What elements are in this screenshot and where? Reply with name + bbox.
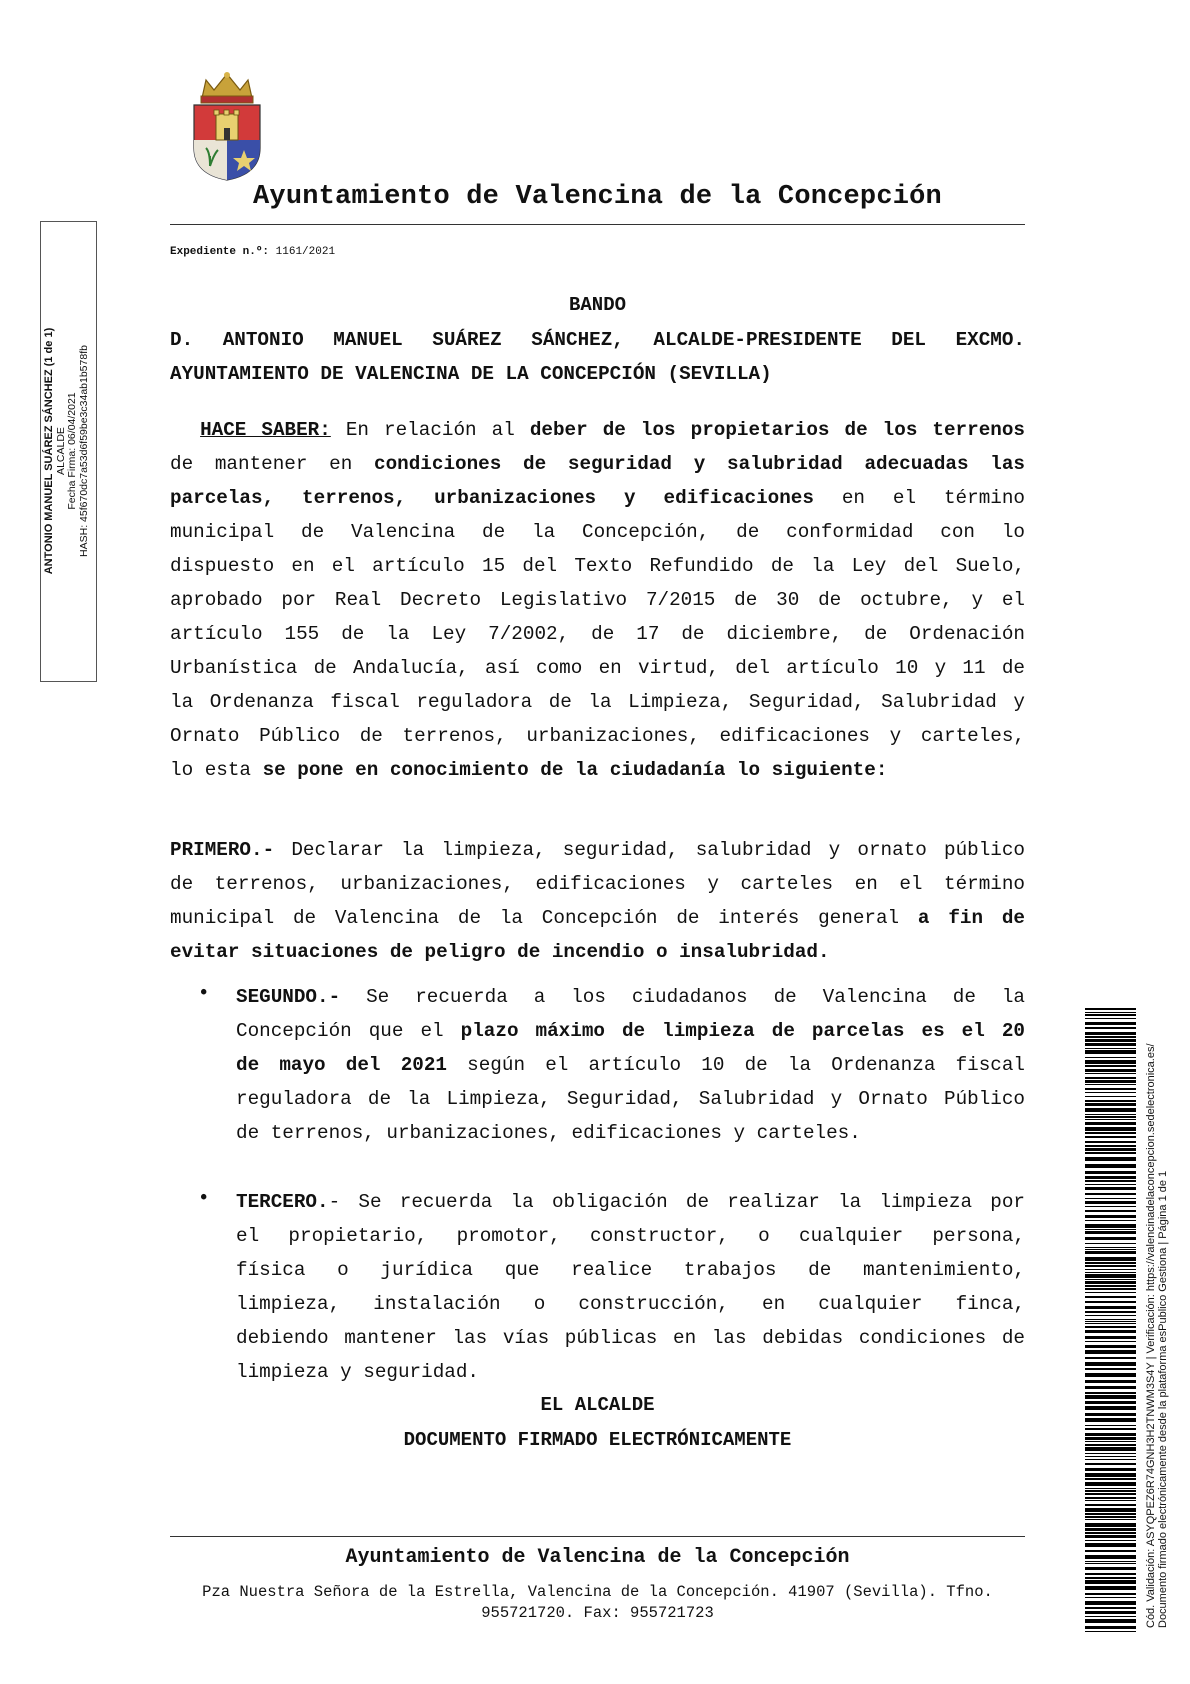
bando-title: BANDO — [568, 294, 626, 316]
footer-divider — [170, 1536, 1025, 1537]
tercero-label: TERCERO. — [236, 1191, 329, 1213]
coat-of-arms-icon — [172, 70, 282, 182]
paragraph-line: parcelas, terrenos, urbanizaciones y edificaciones en el término — [170, 487, 1025, 509]
hace-saber-label: HACE SABER: — [200, 419, 331, 441]
signer-role: ALCALDE — [54, 427, 67, 475]
verification-line-1: Cód. Validación: ASYQPEZ6R74GNH3H2TNWM3S4Y | Verificación: https://valencinadelaconcepcion.sedelectronica.es/ — [1145, 1043, 1157, 1628]
barcode-icon — [1085, 1008, 1136, 1632]
paragraph-line: PRIMERO.- Declarar la limpieza, seguridad, salubridad y ornato público — [170, 839, 1025, 861]
paragraph-line: municipal de Valencina de la Concepción, de conformidad con lo — [170, 521, 1025, 543]
hace-saber-paragraph — [170, 413, 1025, 787]
verification-text — [1145, 988, 1181, 1628]
signature-date: Fecha Firma: 06/04/2021 — [66, 392, 78, 510]
segundo-label: SEGUNDO.- — [236, 986, 341, 1008]
paragraph-line: limpieza y seguridad. — [236, 1361, 479, 1383]
paragraph-line: limpieza, instalación o construcción, en cualquier finca, — [236, 1293, 1025, 1315]
paragraph-line: la Ordenanza fiscal reguladora de la Limpieza, Seguridad, Salubridad y — [170, 691, 1025, 713]
footer-name: Ayuntamiento de Valencina de la Concepción — [345, 1546, 850, 1569]
paragraph-line: de terrenos, urbanizaciones, edificaciones y carteles en el término — [170, 873, 1025, 895]
author-block — [170, 323, 1025, 391]
expediente-label: Expediente n.º: — [170, 246, 270, 258]
paragraph-line: evitar situaciones de peligro de incendio o insalubridad. — [170, 941, 830, 963]
author-line-1: D. ANTONIO MANUEL SUÁREZ SÁNCHEZ, ALCALDE-PRESIDENTE DEL EXCMO. — [170, 329, 1025, 351]
verification-line-2: Documento firmado electrónicamente desde la plataforma esPublico Gestiona | Página 1 de 1 — [1157, 1170, 1169, 1628]
footer-address-line-1: Pza Nuestra Señora de la Estrella, Valencina de la Concepción. 41907 (Sevilla). Tfno. — [202, 1583, 993, 1601]
paragraph-line: de mantener en condiciones de seguridad y salubridad adecuadas las — [170, 453, 1026, 475]
primero-label: PRIMERO.- — [170, 839, 275, 861]
paragraph-line: de terrenos, urbanizaciones, edificaciones y carteles. — [236, 1122, 861, 1144]
signature-stamp-text — [44, 221, 94, 681]
paragraph-line: física o jurídica que realice trabajos de mantenimiento, — [236, 1259, 1025, 1281]
footer-address-line-2: 955721720. Fax: 955721723 — [481, 1604, 714, 1622]
author-line-2: AYUNTAMIENTO DE VALENCINA DE LA CONCEPCIÓN (SEVILLA) — [170, 363, 772, 385]
paragraph-line: de mayo del 2021 según el artículo 10 de la Ordenanza fiscal — [236, 1054, 1026, 1076]
footer-address — [170, 1582, 1025, 1624]
paragraph-line: Ornato Público de terrenos, urbanizaciones, edificaciones y carteles, — [170, 725, 1025, 747]
expediente-number — [170, 246, 335, 258]
paragraph-line: artículo 155 de la Ley 7/2002, de 17 de diciembre, de Ordenación — [170, 623, 1025, 645]
signature-hash: HASH: 45f670dc7a53d6f59be3c34ab1b578fb — [77, 345, 90, 557]
signature-title: EL ALCALDE — [540, 1394, 655, 1416]
primero-paragraph — [170, 833, 1025, 969]
signature-note: DOCUMENTO FIRMADO ELECTRÓNICAMENTE — [403, 1429, 792, 1451]
paragraph-line: aprobado por Real Decreto Legislativo 7/2015 de 30 de octubre, y el — [170, 589, 1025, 611]
paragraph-line: reguladora de la Limpieza, Seguridad, Salubridad y Ornato Público — [236, 1088, 1025, 1110]
expediente-value: 1161/2021 — [275, 246, 336, 258]
paragraph-line: Urbanística de Andalucía, así como en virtud, del artículo 10 y 11 de — [170, 657, 1025, 679]
tercero-item — [236, 1185, 1025, 1389]
paragraph-line: HACE SABER: En relación al deber de los propietarios de los terrenos — [200, 419, 1025, 441]
segundo-item — [236, 980, 1025, 1150]
bullet-icon: • — [198, 982, 210, 1004]
header-divider — [170, 224, 1025, 225]
paragraph-line: municipal de Valencina de la Concepción de interés general a fin de — [170, 907, 1025, 929]
paragraph-line: dispuesto en el artículo 15 del Texto Refundido de la Ley del Suelo, — [170, 555, 1025, 577]
bullet-icon: • — [198, 1187, 210, 1209]
signer-name: ANTONIO MANUEL SUÁREZ SÁNCHEZ (1 de 1) — [43, 327, 55, 575]
page-title: Ayuntamiento de Valencina de la Concepción — [253, 182, 942, 212]
paragraph-line: SEGUNDO.- Se recuerda a los ciudadanos de Valencina de la — [236, 986, 1025, 1008]
paragraph-line: lo esta se pone en conocimiento de la ciudadanía lo siguiente: — [170, 759, 888, 781]
paragraph-line: TERCERO.- Se recuerda la obligación de realizar la limpieza por — [236, 1191, 1025, 1213]
paragraph-line: el propietario, promotor, constructor, o cualquier persona, — [236, 1225, 1025, 1247]
paragraph-line: Concepción que el plazo máximo de limpieza de parcelas es el 20 — [236, 1020, 1025, 1042]
paragraph-line: debiendo mantener las vías públicas en las debidas condiciones de — [236, 1327, 1025, 1349]
